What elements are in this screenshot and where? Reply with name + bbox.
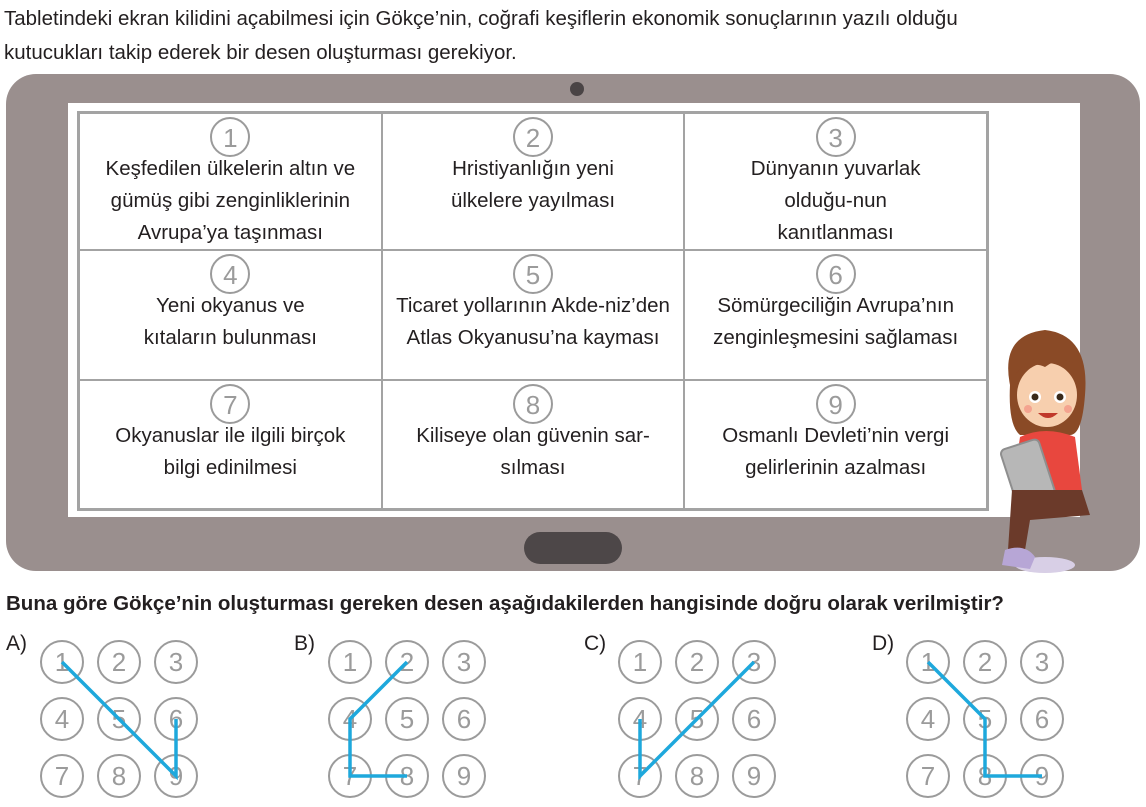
grid-cell-3 — [684, 113, 987, 250]
pad-number-9: 9 — [746, 761, 762, 791]
option-d[interactable] — [872, 632, 1072, 807]
cell-text-6: Sömürgeciliğin Avrupa’nın zenginleşmesini sağlaması — [713, 294, 959, 349]
option-a-label: A) — [6, 632, 27, 655]
pad-number-8: 8 — [977, 761, 993, 791]
tablet-camera — [570, 82, 584, 96]
cell-number-2: 2 — [513, 117, 553, 157]
pad-number-8: 8 — [111, 761, 127, 791]
cell-number-4: 4 — [210, 254, 250, 294]
cell-number-5: 5 — [513, 254, 553, 294]
option-a[interactable] — [6, 632, 206, 807]
cell-text-5: Ticaret yollarının Akde-niz’den Atlas Okyanusu’na kayması — [396, 294, 670, 349]
tablet-home-button — [524, 532, 622, 564]
pad-number-5: 5 — [111, 704, 127, 734]
pad-number-5: 5 — [399, 704, 415, 734]
pad-number-8: 8 — [689, 761, 705, 791]
pad-number-7: 7 — [920, 761, 936, 791]
pad-number-4: 4 — [54, 704, 70, 734]
pad-number-7: 7 — [632, 761, 648, 791]
option-d-pattern — [872, 632, 1072, 807]
cell-text-9: Osmanlı Devleti’nin vergi gelirlerinin azalması — [722, 423, 950, 479]
grid-cell-9 — [684, 380, 987, 510]
pad-number-6: 6 — [168, 704, 184, 734]
grid-cell-8 — [382, 380, 685, 510]
cell-text-2: Hristiyanlığın yeni ülkelere yayılması — [450, 157, 616, 212]
cell-number-3: 3 — [816, 117, 856, 157]
pad-number-2: 2 — [689, 647, 705, 677]
pad-number-9: 9 — [1034, 761, 1050, 791]
pad-number-3: 3 — [746, 647, 762, 677]
option-b[interactable] — [294, 632, 494, 807]
question-text: Buna göre Gökçe’nin oluşturması gereken desen aşağıdakilerden hangisinde doğru olarak verilmiştir? — [6, 592, 1004, 615]
cell-number-9: 9 — [816, 384, 856, 424]
pad-number-9: 9 — [168, 761, 184, 791]
pad-number-3: 3 — [168, 647, 184, 677]
option-c-label: C) — [584, 632, 607, 655]
intro-line-1: Tabletindeki ekran kilidini açabilmesi için Gökçe’nin, coğrafi keşiflerin ekonomik sonuçlarının yazılı olduğu — [4, 7, 958, 30]
pad-number-1: 1 — [54, 647, 70, 677]
intro-text — [4, 2, 1144, 70]
pad-number-2: 2 — [399, 647, 415, 677]
pad-number-3: 3 — [456, 647, 472, 677]
pad-number-1: 1 — [632, 647, 648, 677]
option-c[interactable] — [584, 632, 784, 807]
grid-cell-1 — [79, 113, 382, 250]
grid-cell-6 — [684, 250, 987, 380]
lock-grid — [77, 111, 989, 511]
pad-number-6: 6 — [1034, 704, 1050, 734]
pad-number-3: 3 — [1034, 647, 1050, 677]
girl-with-tablet-illustration — [990, 325, 1100, 577]
pad-number-7: 7 — [342, 761, 358, 791]
pad-number-4: 4 — [920, 704, 936, 734]
pad-number-2: 2 — [977, 647, 993, 677]
pad-number-1: 1 — [342, 647, 358, 677]
pad-number-7: 7 — [54, 761, 70, 791]
option-c-pattern — [584, 632, 784, 807]
cell-text-3: Dünyanın yuvarlak olduğu-nun kanıtlanması — [750, 157, 921, 244]
cell-text-1: Keşfedilen ülkelerin altın ve gümüş gibi zenginliklerinin Avrupa’ya taşınması — [105, 157, 356, 244]
cell-number-1: 1 — [210, 117, 250, 157]
option-d-label: D) — [872, 632, 895, 655]
pad-number-4: 4 — [632, 704, 648, 734]
cell-number-6: 6 — [816, 254, 856, 294]
grid-cell-2 — [382, 113, 685, 250]
cell-text-4: Yeni okyanus ve kıtaların bulunması — [143, 294, 317, 349]
pad-number-6: 6 — [456, 704, 472, 734]
option-b-pattern — [294, 632, 494, 807]
option-b-label: B) — [294, 632, 315, 655]
pad-number-1: 1 — [920, 647, 936, 677]
cell-text-8: Kiliseye olan güvenin sar-sılması — [416, 423, 650, 479]
cell-text-7: Okyanuslar ile ilgili birçok bilgi edinilmesi — [115, 423, 346, 479]
cell-number-7: 7 — [210, 384, 250, 424]
pad-number-8: 8 — [399, 761, 415, 791]
pad-number-4: 4 — [342, 704, 358, 734]
pad-number-5: 5 — [977, 704, 993, 734]
intro-line-2: kutucukları takip ederek bir desen oluşturması gerekiyor. — [4, 41, 517, 64]
cell-number-8: 8 — [513, 384, 553, 424]
pad-number-5: 5 — [689, 704, 705, 734]
option-a-pattern — [6, 632, 206, 807]
grid-cell-4 — [79, 250, 382, 380]
pad-number-6: 6 — [746, 704, 762, 734]
grid-cell-5 — [382, 250, 685, 380]
pad-number-2: 2 — [111, 647, 127, 677]
grid-cell-7 — [79, 380, 382, 510]
pad-number-9: 9 — [456, 761, 472, 791]
